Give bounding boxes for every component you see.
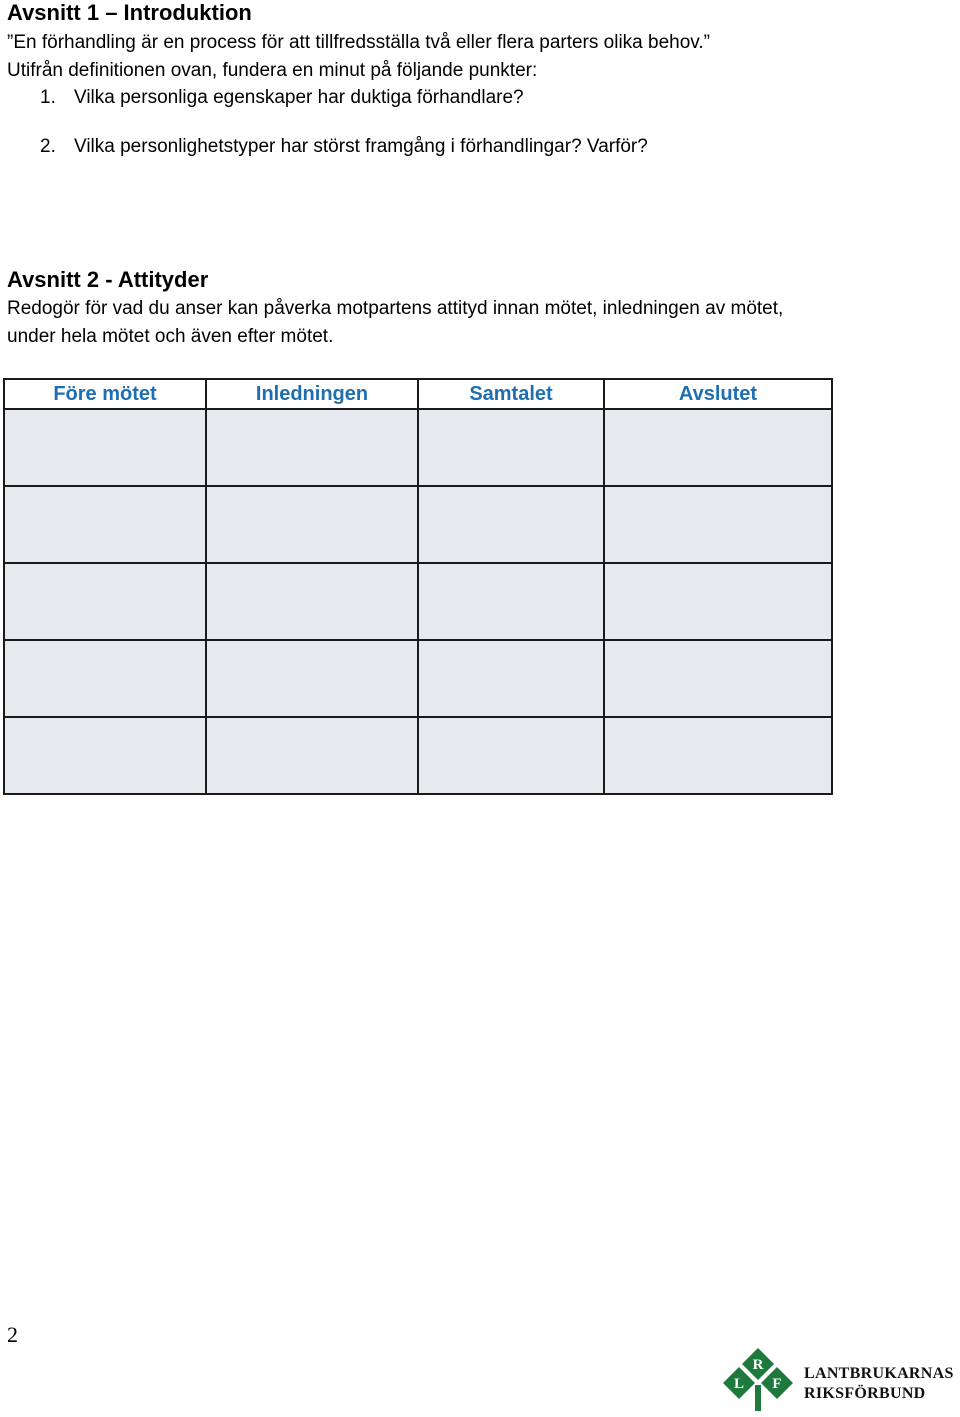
intro-text: Utifrån definitionen ovan, fundera en minut på följande punkter: [7, 60, 538, 81]
logo-text-line-1: LANTBRUKARNAS [804, 1365, 954, 1382]
table-row [4, 717, 832, 794]
answer-cell[interactable] [418, 486, 604, 563]
section-1-heading: Avsnitt 1 – Introduktion [7, 0, 252, 25]
logo-letter-r: R [752, 1357, 764, 1373]
page-number: 2 [7, 1322, 18, 1347]
header-samtalet: Samtalet [418, 379, 604, 409]
attitude-table [3, 378, 833, 795]
answer-cell[interactable] [206, 409, 418, 486]
answer-cell[interactable] [604, 409, 832, 486]
answer-cell[interactable] [604, 563, 832, 640]
question-number: 1. [40, 87, 56, 108]
answer-cell[interactable] [206, 563, 418, 640]
answer-cell[interactable] [418, 563, 604, 640]
definition-quote: ”En förhandling är en process för att tillfredsställa två eller flera parters olika behov.” [7, 32, 710, 53]
logo-text-line-2: RIKSFÖRBUND [804, 1385, 926, 1402]
logo-trunk [755, 1385, 761, 1411]
logo-letter-l: L [733, 1376, 745, 1392]
question-number: 2. [40, 136, 56, 157]
section-2-description-line-1: Redogör för vad du anser kan påverka motpartens attityd innan mötet, inledningen av mötet, [7, 298, 784, 319]
table-row [4, 409, 832, 486]
table-body [4, 409, 832, 794]
question-text: Vilka personliga egenskaper har duktiga förhandlare? [74, 87, 524, 108]
answer-cell[interactable] [604, 717, 832, 794]
answer-cell[interactable] [418, 640, 604, 717]
answer-cell[interactable] [4, 717, 206, 794]
answer-cell[interactable] [418, 717, 604, 794]
table-row [4, 486, 832, 563]
table-row [4, 563, 832, 640]
answer-cell[interactable] [4, 409, 206, 486]
section-2-heading: Avsnitt 2 - Attityder [7, 267, 209, 292]
answer-cell[interactable] [206, 486, 418, 563]
answer-cell[interactable] [418, 409, 604, 486]
header-avslutet: Avslutet [604, 379, 832, 409]
header-fore-motet: Före mötet [4, 379, 206, 409]
section-2-description-line-2: under hela mötet och även efter mötet. [7, 326, 334, 347]
table-header-row [4, 379, 832, 409]
answer-cell[interactable] [206, 717, 418, 794]
table-row [4, 640, 832, 717]
answer-cell[interactable] [4, 640, 206, 717]
question-text: Vilka personlighetstyper har störst framgång i förhandlingar? Varför? [74, 136, 648, 157]
answer-cell[interactable] [604, 486, 832, 563]
answer-cell[interactable] [206, 640, 418, 717]
logo-letter-f: F [772, 1376, 782, 1392]
header-inledningen: Inledningen [206, 379, 418, 409]
answer-cell[interactable] [604, 640, 832, 717]
answer-cell[interactable] [4, 486, 206, 563]
answer-cell[interactable] [4, 563, 206, 640]
